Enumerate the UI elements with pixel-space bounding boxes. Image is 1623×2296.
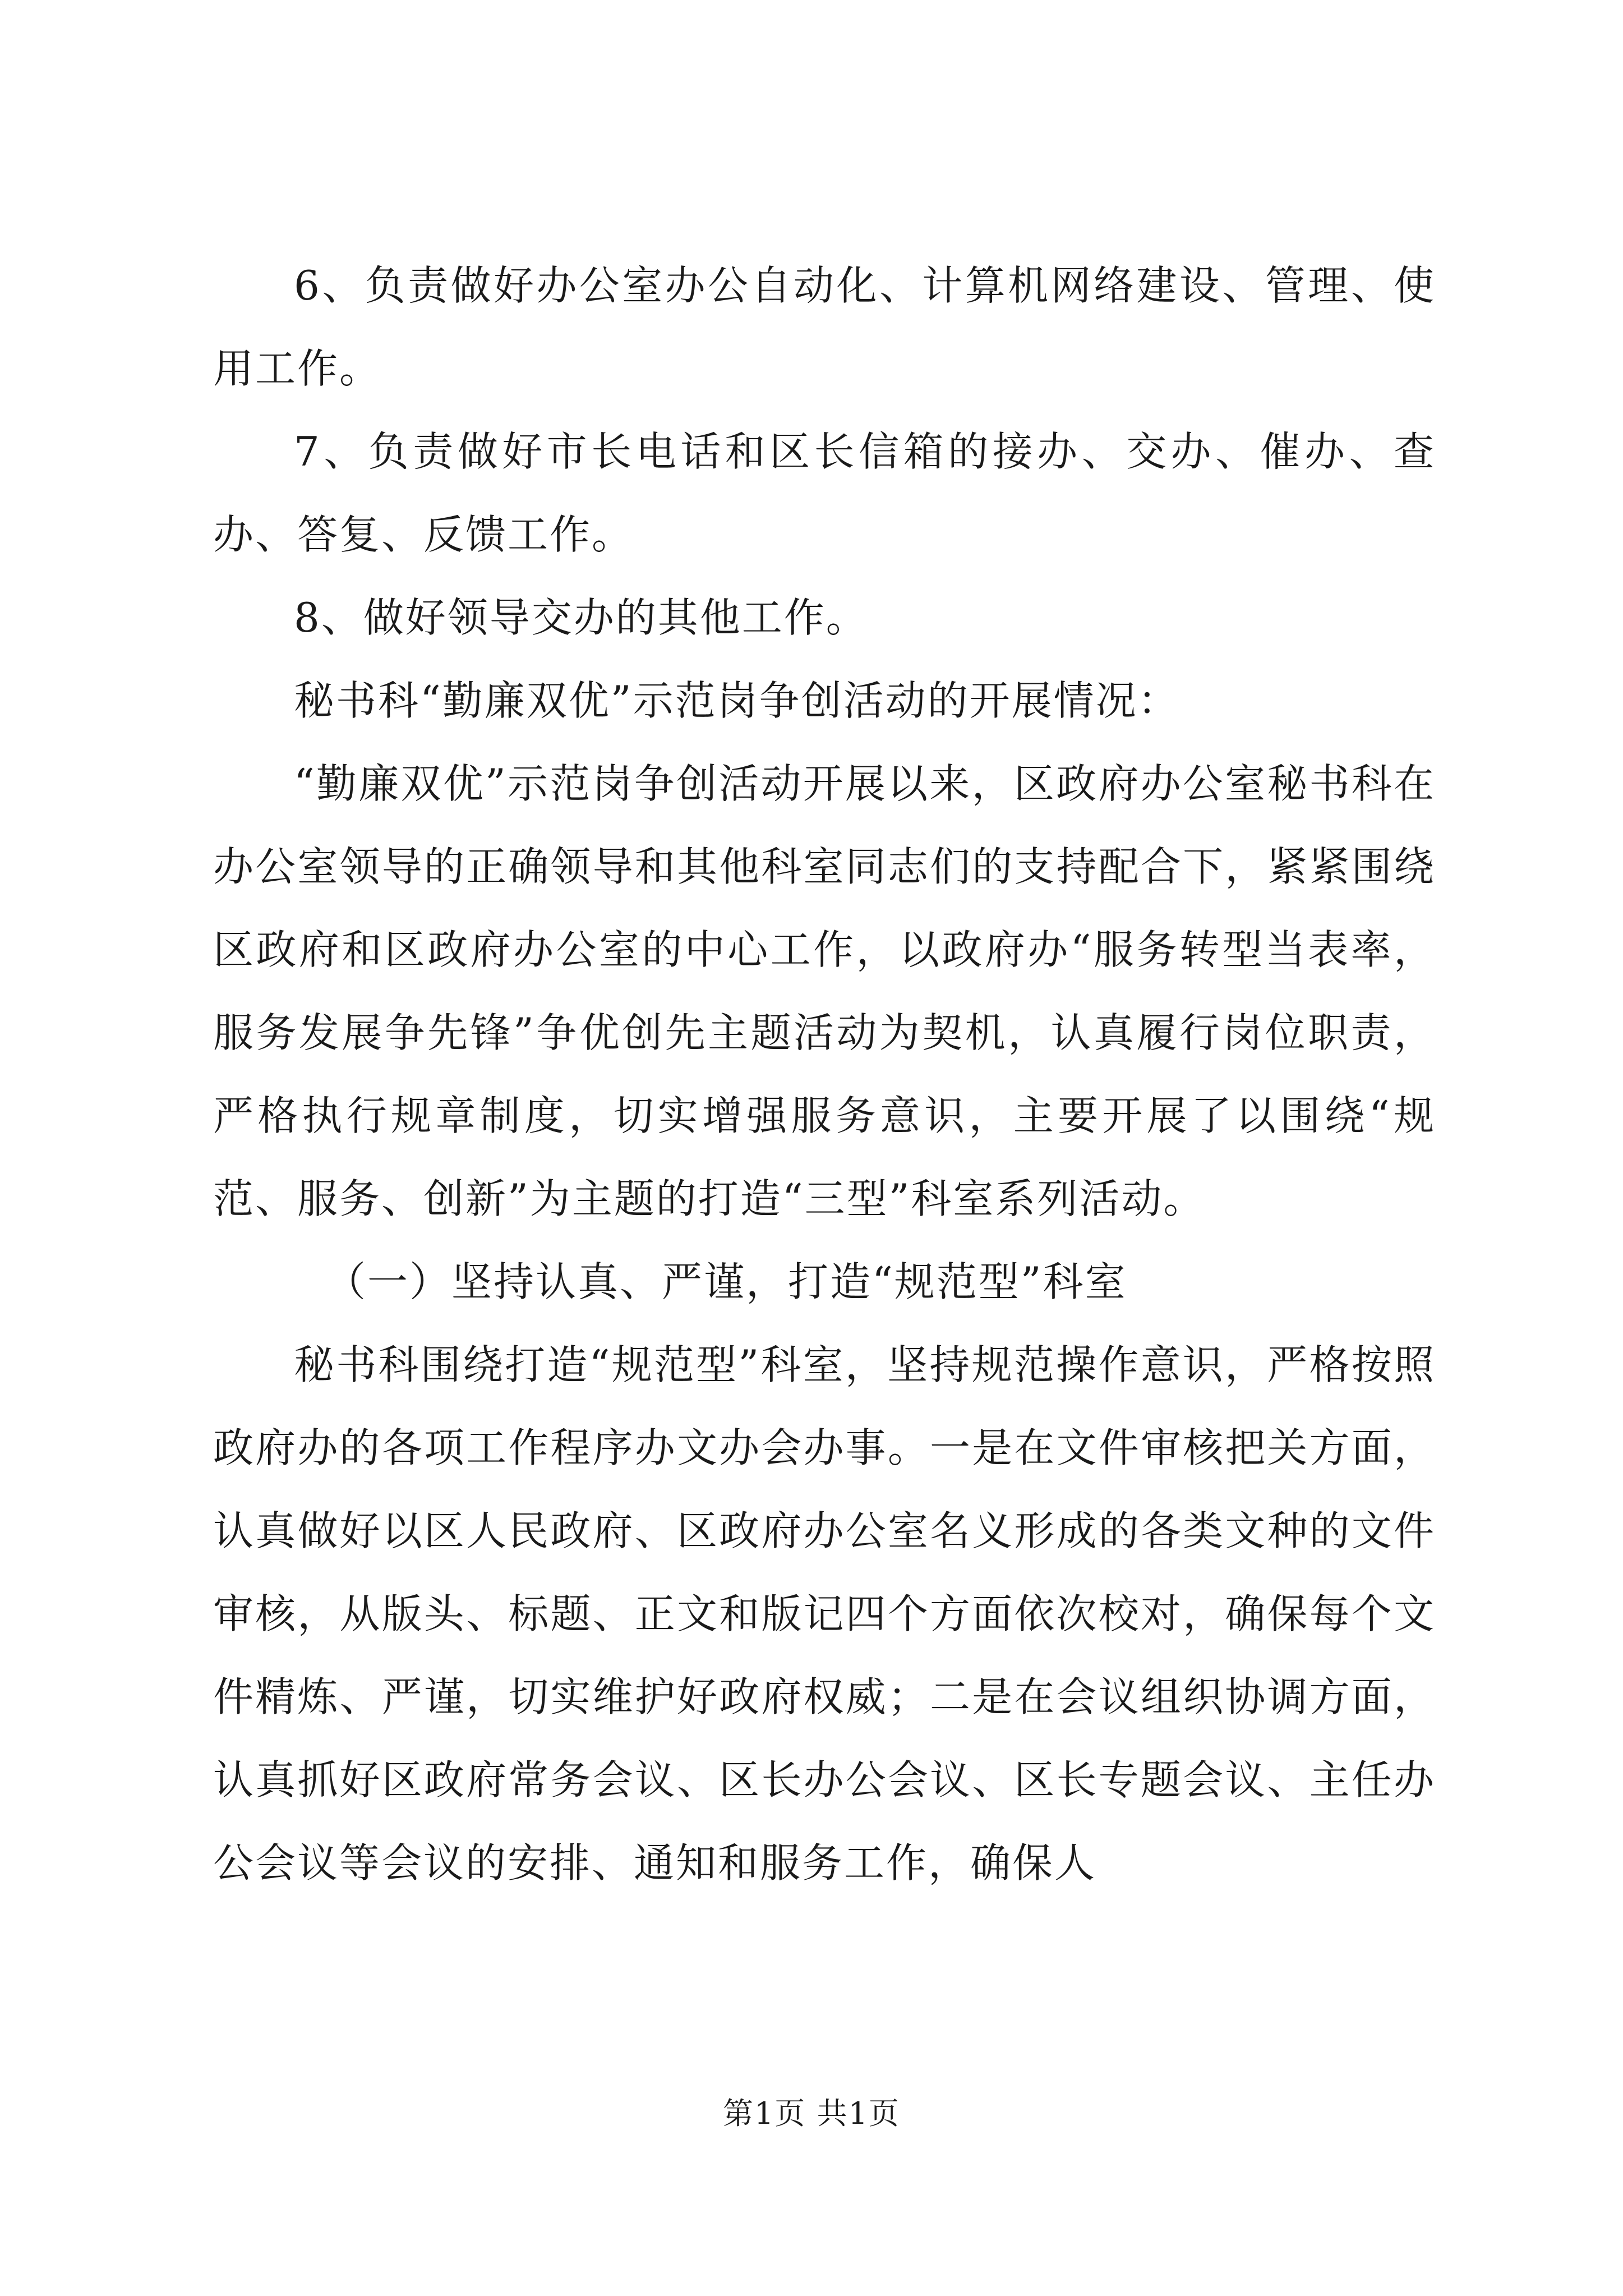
paragraph-activity-overview: “勤廉双优”示范岗争创活动开展以来，区政府办公室秘书科在办公室领导的正确领导和其他科室同志们的支持配合下，紧紧围绕区政府和区政府办公室的中心工作，以政府办“服务转型当表率，服务发展争先锋”争优创先主题活动为契机，认真履行岗位职责，严格执行规章制度，切实增强服务意识，主要开展了以围绕“规范、服务、创新”为主题的打造“三型”科室系列活动。: [213, 760, 1436, 1222]
paragraph-section-intro: 秘书科“勤廉双优”示范岗争创活动的开展情况：: [294, 677, 1180, 724]
paragraph-duty-7: 7、负责做好市长电话和区长信箱的接办、交办、催办、查办、答复、反馈工作。: [213, 428, 1436, 558]
paragraph-normative-details: 秘书科围绕打造“规范型”科室，坚持规范操作意识，严格按照政府办的各项工作程序办文办会办事。一是在文件审核把关方面，认真做好以区人民政府、区政府办公室名义形成的各类文种的文件审核，从版头、标题、正文和版记四个方面依次校对，确保每个文件精炼、严谨，切实维护好政府权威；二是在会议组织协调方面，认真抓好区政府常务会议、区长办公会议、区长专题会议、主任办公会议等会议的安排、通知和服务工作，确保人: [213, 1341, 1436, 1887]
paragraph-duty-8: 8、做好领导交办的其他工作。: [294, 594, 868, 641]
subheading-normative-office: （一）坚持认真、严谨，打造“规范型”科室: [325, 1258, 1127, 1305]
paragraph-duty-6: 6、负责做好办公室办公自动化、计算机网络建设、管理、使用工作。: [213, 262, 1436, 392]
page-footer: 第1页 共1页: [723, 2096, 900, 2131]
document-body: [213, 244, 1436, 1904]
